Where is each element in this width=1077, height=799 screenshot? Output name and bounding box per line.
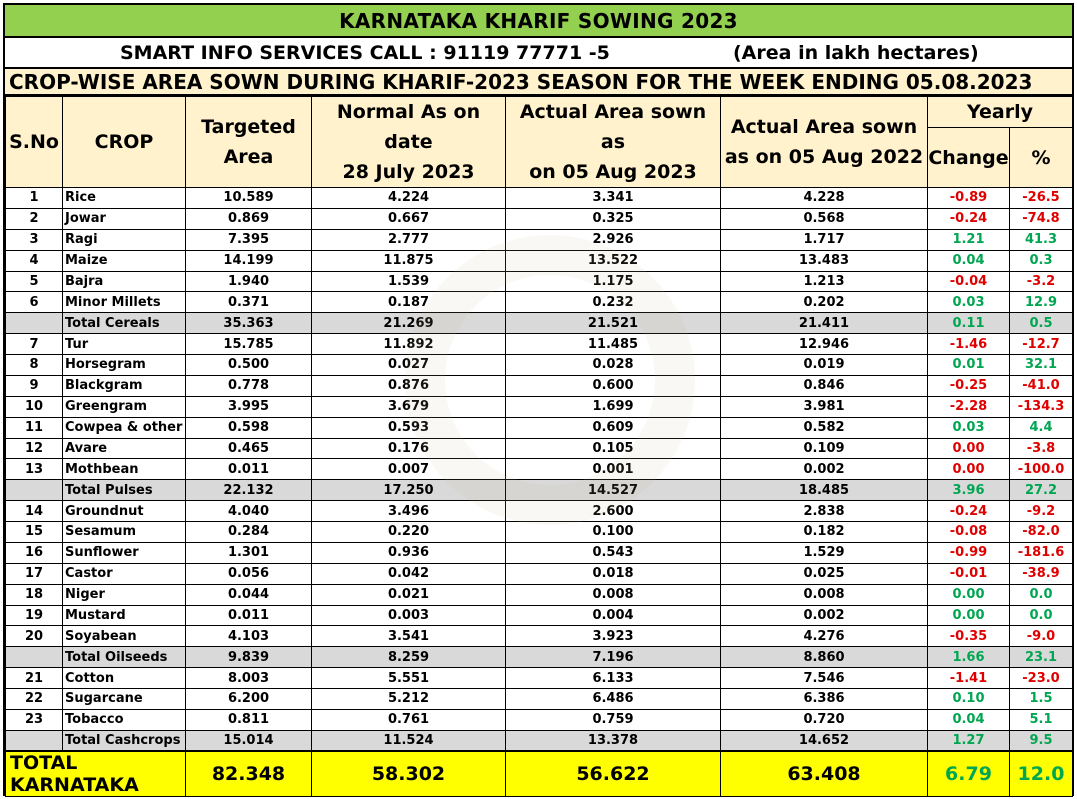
row-target: 4.103 [186, 626, 312, 647]
row-target: 6.200 [186, 689, 312, 710]
row-crop: Sugarcane [63, 689, 186, 710]
row-actual-2023: 0.600 [506, 375, 721, 396]
row-crop: Maize [63, 250, 186, 271]
row-actual-2023: 13.378 [506, 730, 721, 751]
header-yearly: Yearly [928, 97, 1073, 128]
row-percent: -134.3 [1010, 396, 1073, 417]
row-change: -0.04 [928, 271, 1010, 292]
header-actual-2023 [506, 97, 721, 188]
row-crop: Tur [63, 334, 186, 355]
subtotal-row [6, 647, 1073, 668]
table-row [6, 626, 1073, 647]
row-normal: 17.250 [312, 480, 506, 501]
table-row [6, 188, 1073, 209]
row-actual-2022: 1.213 [721, 271, 928, 292]
table-row [6, 605, 1073, 626]
spreadsheet [3, 3, 1074, 796]
row-percent: 0.5 [1010, 313, 1073, 334]
sowing-table [5, 96, 1073, 797]
table-row [6, 459, 1073, 480]
row-actual-2023: 6.133 [506, 668, 721, 689]
table-row [6, 375, 1073, 396]
row-actual-2022: 0.846 [721, 375, 928, 396]
row-change: -0.08 [928, 522, 1010, 543]
row-percent: 0.0 [1010, 605, 1073, 626]
row-target: 3.995 [186, 396, 312, 417]
row-crop: Greengram [63, 396, 186, 417]
row-sno: 16 [6, 542, 63, 563]
table-row [6, 522, 1073, 543]
row-sno [6, 647, 63, 668]
row-change: 0.00 [928, 584, 1010, 605]
row-change: 0.03 [928, 292, 1010, 313]
row-target: 0.011 [186, 605, 312, 626]
grand-total-normal: 58.302 [312, 751, 506, 797]
row-target: 10.589 [186, 188, 312, 209]
row-actual-2022: 18.485 [721, 480, 928, 501]
row-actual-2022: 8.860 [721, 647, 928, 668]
row-change: 1.27 [928, 730, 1010, 751]
row-change: 0.10 [928, 689, 1010, 710]
row-change: -0.24 [928, 501, 1010, 522]
table-row [6, 229, 1073, 250]
row-sno [6, 313, 63, 334]
row-percent: -38.9 [1010, 563, 1073, 584]
row-change: 0.00 [928, 605, 1010, 626]
row-crop: Minor Millets [63, 292, 186, 313]
row-percent: 0.3 [1010, 250, 1073, 271]
row-actual-2023: 0.004 [506, 605, 721, 626]
row-target: 22.132 [186, 480, 312, 501]
row-sno: 2 [6, 208, 63, 229]
table-row [6, 292, 1073, 313]
row-normal: 3.679 [312, 396, 506, 417]
row-percent: -9.0 [1010, 626, 1073, 647]
row-actual-2022: 14.652 [721, 730, 928, 751]
grand-total-percent: 12.0 [1010, 751, 1073, 797]
row-target: 0.869 [186, 208, 312, 229]
row-crop: Sunflower [63, 542, 186, 563]
row-sno: 5 [6, 271, 63, 292]
row-actual-2023: 3.341 [506, 188, 721, 209]
row-percent: 41.3 [1010, 229, 1073, 250]
row-crop: Mothbean [63, 459, 186, 480]
table-row [6, 438, 1073, 459]
row-crop: Castor [63, 563, 186, 584]
row-sno: 3 [6, 229, 63, 250]
row-change: 0.04 [928, 250, 1010, 271]
row-actual-2022: 0.582 [721, 417, 928, 438]
row-target: 0.465 [186, 438, 312, 459]
table-row [6, 355, 1073, 376]
row-target: 4.040 [186, 501, 312, 522]
header-normal-line2: 28 July 2023 [342, 161, 475, 183]
header-targeted-line1: Targeted [201, 116, 296, 138]
row-crop: Avare [63, 438, 186, 459]
row-actual-2023: 6.486 [506, 689, 721, 710]
row-actual-2022: 4.228 [721, 188, 928, 209]
header-actual22-line1: Actual Area sown [730, 116, 918, 138]
table-row [6, 689, 1073, 710]
row-normal: 3.496 [312, 501, 506, 522]
row-crop: Jowar [63, 208, 186, 229]
row-percent: -3.2 [1010, 271, 1073, 292]
row-normal: 5.551 [312, 668, 506, 689]
table-row [6, 668, 1073, 689]
row-crop: Bajra [63, 271, 186, 292]
row-crop: Tobacco [63, 709, 186, 730]
header-crop: CROP [63, 97, 186, 188]
row-crop: Total Cereals [63, 313, 186, 334]
row-actual-2023: 1.175 [506, 271, 721, 292]
row-normal: 11.892 [312, 334, 506, 355]
row-percent: -100.0 [1010, 459, 1073, 480]
row-sno: 6 [6, 292, 63, 313]
row-actual-2023: 0.232 [506, 292, 721, 313]
row-actual-2022: 7.546 [721, 668, 928, 689]
row-actual-2022: 0.109 [721, 438, 928, 459]
row-target: 0.598 [186, 417, 312, 438]
row-actual-2023: 0.028 [506, 355, 721, 376]
row-actual-2022: 1.529 [721, 542, 928, 563]
row-change: 0.00 [928, 438, 1010, 459]
table-row [6, 542, 1073, 563]
row-actual-2023: 0.008 [506, 584, 721, 605]
row-target: 7.395 [186, 229, 312, 250]
header-actual22-line2: as on 05 Aug 2022 [724, 146, 924, 168]
row-sno: 14 [6, 501, 63, 522]
row-target: 0.284 [186, 522, 312, 543]
row-target: 0.011 [186, 459, 312, 480]
row-change: -0.89 [928, 188, 1010, 209]
grand-total-label: TOTAL KARNATAKA [6, 751, 186, 797]
row-sno: 18 [6, 584, 63, 605]
row-actual-2023: 2.926 [506, 229, 721, 250]
row-crop: Soyabean [63, 626, 186, 647]
row-target: 35.363 [186, 313, 312, 334]
row-crop: Horsegram [63, 355, 186, 376]
row-change: 0.00 [928, 459, 1010, 480]
header-normal [312, 97, 506, 188]
row-crop: Cotton [63, 668, 186, 689]
row-actual-2022: 4.276 [721, 626, 928, 647]
row-percent: -3.8 [1010, 438, 1073, 459]
row-normal: 5.212 [312, 689, 506, 710]
header-actual-2022 [721, 97, 928, 188]
row-sno [6, 480, 63, 501]
row-actual-2022: 0.002 [721, 605, 928, 626]
row-change: -0.35 [928, 626, 1010, 647]
row-sno: 23 [6, 709, 63, 730]
row-actual-2023: 0.325 [506, 208, 721, 229]
row-change: 0.03 [928, 417, 1010, 438]
row-percent: -12.7 [1010, 334, 1073, 355]
row-crop: Groundnut [63, 501, 186, 522]
header-normal-line1: Normal As on date [336, 101, 481, 153]
header-change: Change [928, 128, 1010, 188]
row-normal: 0.936 [312, 542, 506, 563]
row-crop: Sesamum [63, 522, 186, 543]
row-actual-2022: 0.019 [721, 355, 928, 376]
grand-total-actual23: 56.622 [506, 751, 721, 797]
row-change: 0.01 [928, 355, 1010, 376]
table-row [6, 250, 1073, 271]
row-sno: 13 [6, 459, 63, 480]
table-row [6, 208, 1073, 229]
row-change: 1.66 [928, 647, 1010, 668]
header-actual23-line1: Actual Area sown as [519, 101, 707, 153]
row-percent: -82.0 [1010, 522, 1073, 543]
row-percent: 23.1 [1010, 647, 1073, 668]
header-sno: S.No [6, 97, 63, 188]
row-actual-2023: 0.609 [506, 417, 721, 438]
row-normal: 2.777 [312, 229, 506, 250]
row-target: 9.839 [186, 647, 312, 668]
row-target: 1.301 [186, 542, 312, 563]
row-percent: 5.1 [1010, 709, 1073, 730]
row-crop: Total Pulses [63, 480, 186, 501]
row-normal: 0.176 [312, 438, 506, 459]
table-row [6, 563, 1073, 584]
row-target: 15.014 [186, 730, 312, 751]
row-target: 14.199 [186, 250, 312, 271]
row-normal: 0.007 [312, 459, 506, 480]
row-normal: 21.269 [312, 313, 506, 334]
row-normal: 3.541 [312, 626, 506, 647]
row-normal: 0.187 [312, 292, 506, 313]
row-percent: -23.0 [1010, 668, 1073, 689]
row-actual-2022: 12.946 [721, 334, 928, 355]
table-row [6, 417, 1073, 438]
grand-total-target: 82.348 [186, 751, 312, 797]
row-target: 0.371 [186, 292, 312, 313]
row-change: -0.24 [928, 208, 1010, 229]
header-row [6, 97, 1073, 128]
row-normal: 11.524 [312, 730, 506, 751]
row-crop: Total Cashcrops [63, 730, 186, 751]
row-normal: 0.667 [312, 208, 506, 229]
row-percent: 1.5 [1010, 689, 1073, 710]
row-normal: 0.761 [312, 709, 506, 730]
row-normal: 0.021 [312, 584, 506, 605]
row-change: -0.99 [928, 542, 1010, 563]
row-target: 8.003 [186, 668, 312, 689]
row-percent: -41.0 [1010, 375, 1073, 396]
row-change: -1.41 [928, 668, 1010, 689]
row-actual-2023: 21.521 [506, 313, 721, 334]
row-actual-2022: 0.008 [721, 584, 928, 605]
grand-total-row [6, 751, 1073, 797]
row-actual-2022: 21.411 [721, 313, 928, 334]
row-percent: -26.5 [1010, 188, 1073, 209]
row-target: 0.056 [186, 563, 312, 584]
row-actual-2023: 11.485 [506, 334, 721, 355]
row-crop: Cowpea & other [63, 417, 186, 438]
row-actual-2023: 13.522 [506, 250, 721, 271]
table-row [6, 271, 1073, 292]
row-sno: 11 [6, 417, 63, 438]
table-row [6, 584, 1073, 605]
row-sno: 17 [6, 563, 63, 584]
row-percent: -9.2 [1010, 501, 1073, 522]
row-actual-2023: 0.100 [506, 522, 721, 543]
row-actual-2023: 0.543 [506, 542, 721, 563]
row-actual-2022: 0.025 [721, 563, 928, 584]
row-actual-2022: 0.182 [721, 522, 928, 543]
row-crop: Rice [63, 188, 186, 209]
row-target: 1.940 [186, 271, 312, 292]
row-actual-2023: 2.600 [506, 501, 721, 522]
row-percent: 9.5 [1010, 730, 1073, 751]
row-actual-2023: 0.018 [506, 563, 721, 584]
row-percent: -74.8 [1010, 208, 1073, 229]
row-change: 0.04 [928, 709, 1010, 730]
header-percent: % [1010, 128, 1073, 188]
row-normal: 1.539 [312, 271, 506, 292]
row-crop: Ragi [63, 229, 186, 250]
row-percent: 12.9 [1010, 292, 1073, 313]
header-targeted-line2: Area [223, 146, 274, 168]
row-change: 0.11 [928, 313, 1010, 334]
row-actual-2022: 2.838 [721, 501, 928, 522]
subtotal-row [6, 480, 1073, 501]
unit-note: (Area in lakh hectares) [733, 42, 979, 64]
row-target: 0.044 [186, 584, 312, 605]
row-sno: 8 [6, 355, 63, 376]
sheet-title: KARNATAKA KHARIF SOWING 2023 [5, 5, 1072, 38]
row-actual-2023: 7.196 [506, 647, 721, 668]
row-sno: 10 [6, 396, 63, 417]
row-percent: 0.0 [1010, 584, 1073, 605]
row-actual-2023: 3.923 [506, 626, 721, 647]
row-normal: 0.042 [312, 563, 506, 584]
table-body [6, 188, 1073, 752]
row-target: 0.811 [186, 709, 312, 730]
row-actual-2022: 13.483 [721, 250, 928, 271]
row-change: 1.21 [928, 229, 1010, 250]
row-normal: 0.220 [312, 522, 506, 543]
row-percent: 32.1 [1010, 355, 1073, 376]
row-actual-2022: 0.202 [721, 292, 928, 313]
row-actual-2023: 0.105 [506, 438, 721, 459]
row-actual-2022: 3.981 [721, 396, 928, 417]
row-sno: 15 [6, 522, 63, 543]
row-actual-2022: 0.720 [721, 709, 928, 730]
info-row [5, 38, 1072, 69]
row-change: -0.25 [928, 375, 1010, 396]
row-target: 0.500 [186, 355, 312, 376]
row-normal: 8.259 [312, 647, 506, 668]
row-percent: 4.4 [1010, 417, 1073, 438]
row-actual-2022: 1.717 [721, 229, 928, 250]
row-actual-2023: 1.699 [506, 396, 721, 417]
row-actual-2023: 0.759 [506, 709, 721, 730]
grand-total-actual22: 63.408 [721, 751, 928, 797]
row-normal: 0.876 [312, 375, 506, 396]
row-crop: Blackgram [63, 375, 186, 396]
subtotal-row [6, 313, 1073, 334]
row-crop: Total Oilseeds [63, 647, 186, 668]
row-sno: 19 [6, 605, 63, 626]
table-row [6, 501, 1073, 522]
subtotal-row [6, 730, 1073, 751]
row-actual-2022: 6.386 [721, 689, 928, 710]
row-sno: 9 [6, 375, 63, 396]
row-sno [6, 730, 63, 751]
table-row [6, 396, 1073, 417]
row-sno: 21 [6, 668, 63, 689]
grand-total-change: 6.79 [928, 751, 1010, 797]
row-normal: 0.027 [312, 355, 506, 376]
row-sno: 7 [6, 334, 63, 355]
row-percent: -181.6 [1010, 542, 1073, 563]
table-subtitle: CROP-WISE AREA SOWN DURING KHARIF-2023 SEASON FOR THE WEEK ENDING 05.08.2023 [5, 69, 1072, 96]
row-actual-2023: 14.527 [506, 480, 721, 501]
row-normal: 11.875 [312, 250, 506, 271]
row-crop: Niger [63, 584, 186, 605]
row-crop: Mustard [63, 605, 186, 626]
row-percent: 27.2 [1010, 480, 1073, 501]
table-row [6, 334, 1073, 355]
row-change: 3.96 [928, 480, 1010, 501]
header-actual23-line2: on 05 Aug 2023 [529, 161, 697, 183]
row-sno: 1 [6, 188, 63, 209]
row-sno: 12 [6, 438, 63, 459]
row-normal: 0.003 [312, 605, 506, 626]
row-sno: 20 [6, 626, 63, 647]
row-change: -1.46 [928, 334, 1010, 355]
row-normal: 0.593 [312, 417, 506, 438]
table-row [6, 709, 1073, 730]
row-change: -2.28 [928, 396, 1010, 417]
row-change: -0.01 [928, 563, 1010, 584]
row-actual-2022: 0.002 [721, 459, 928, 480]
row-target: 15.785 [186, 334, 312, 355]
row-actual-2022: 0.568 [721, 208, 928, 229]
contact-text: SMART INFO SERVICES CALL : 91119 77771 -5 [120, 42, 610, 64]
row-normal: 4.224 [312, 188, 506, 209]
header-targeted-area [186, 97, 312, 188]
row-actual-2023: 0.001 [506, 459, 721, 480]
row-sno: 4 [6, 250, 63, 271]
row-target: 0.778 [186, 375, 312, 396]
row-sno: 22 [6, 689, 63, 710]
